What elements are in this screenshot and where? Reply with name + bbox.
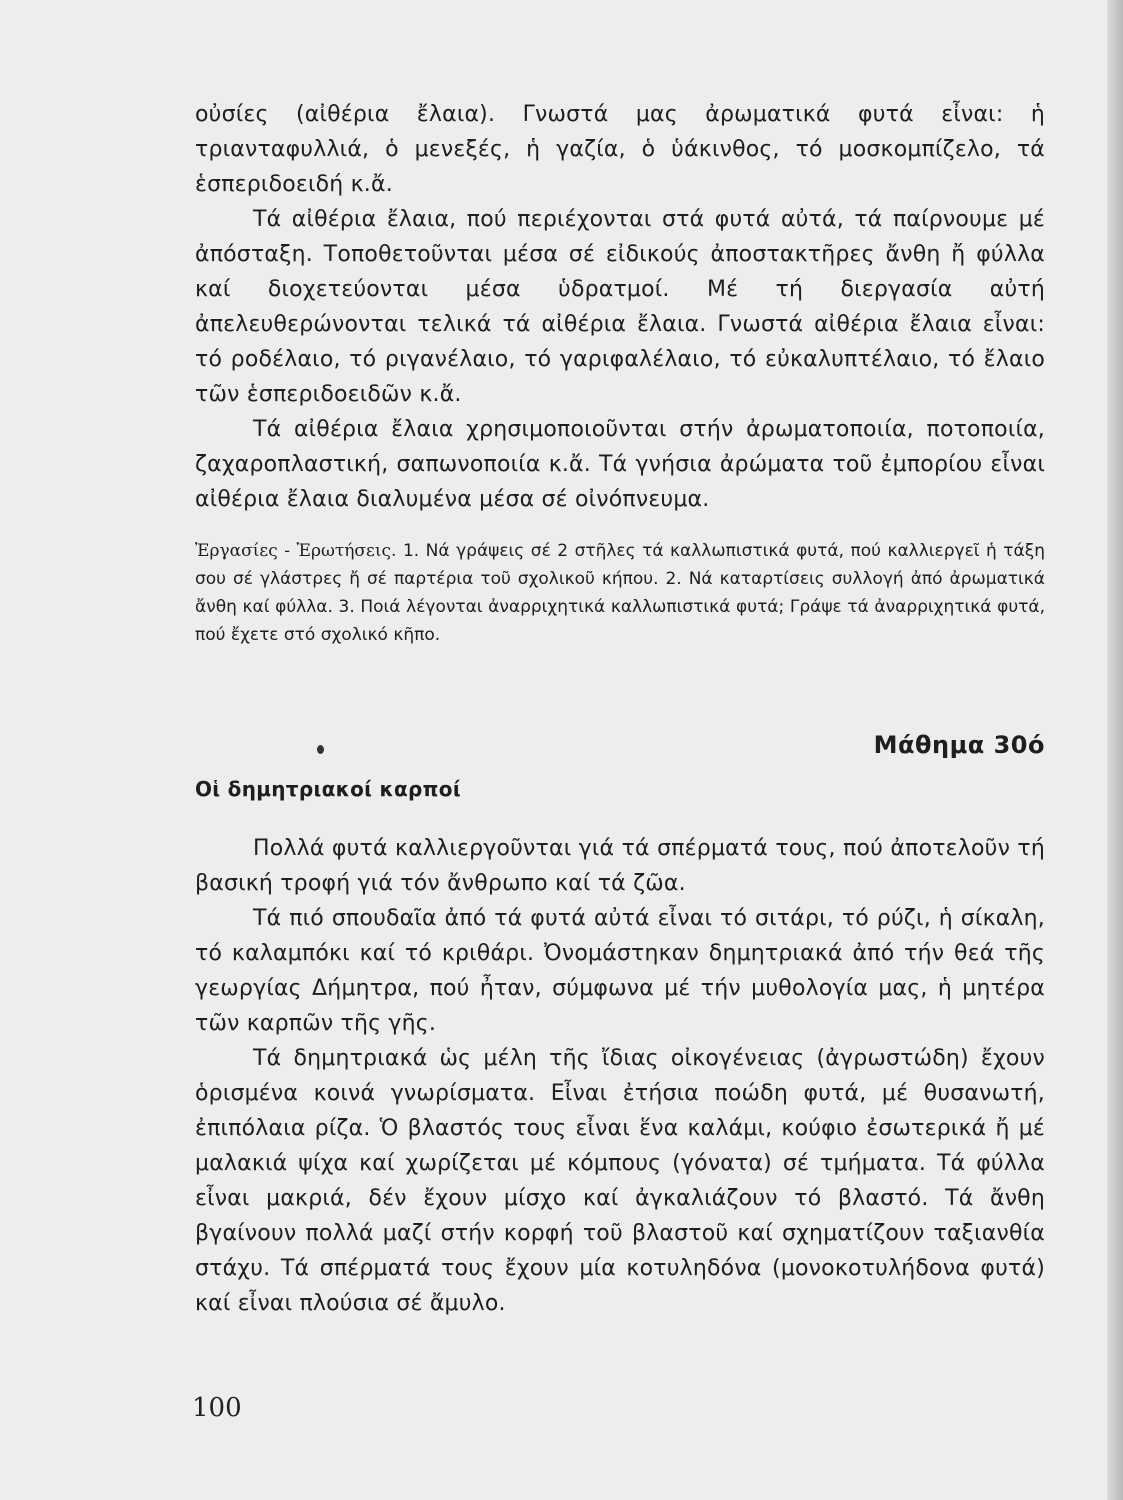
section-title: Οἱ δημητριακοί καρποί xyxy=(195,777,461,801)
paragraph-cereals-list: Τά πιό σπουδαῖα ἀπό τά φυτά αὐτά εἶναι τό σιτάρι, τό ρύζι, ἡ σίκαλη, τό καλαμπόκι καί τό κριθάρι. Ὀνομάστηκαν δημητριακά ἀπό τήν θεά τῆς γεωργίας Δήμητρα, πού ἦταν, σύμφωνα μέ τήν μυθολογία μας, ἡ μητέρα τῶν καρπῶν τῆς γῆς. xyxy=(195,906,1045,1036)
exercises-questions xyxy=(195,537,1045,649)
paragraph-cereals-features: Τά δημητριακά ὡς μέλη τῆς ἴδιας οἰκογένειας (ἀγρωστώδη) ἔχουν ὁρισμένα κοινά γνωρίσματα. Εἶναι ἐτήσια ποώδη φυτά, μέ θυσανωτή, ἐπιπόλαια ρίζα. Ὁ βλαστός τους εἶναι ἕνα καλάμι, κούφιο ἐσωτερικά ἤ μέ μαλακιά ψίχα καί χωρίζεται μέ κόμπους (γόνατα) σέ τμήματα. Τά φύλλα εἶναι μακριά, δέν ἔχουν μίσχο καί ἀγκαλιάζουν τό βλαστό. Τά ἄνθη βγαίνουν πολλά μαζί στήν κορφή τοῦ βλαστοῦ καί σχηματίζουν ταξιανθία στάχυ. Τά σπέρματά τους ἔχουν μία κοτυληδόνα (μονοκοτυλήδονα φυτά) καί εἶναι πλούσια σέ ἄμυλο. xyxy=(195,1046,1045,1316)
paragraph-essential-oil-uses: Τά αἰθέρια ἔλαια χρησιμοποιοῦνται στήν ἀρωματοποιία, ποτοποιία, ζαχαροπλαστική, σαπωνοποιία κ.ἄ. Τά γνήσια ἀρώματα τοῦ ἐμπορίου εἶναι αἰθέρια ἔλαια διαλυμένα μέσα σέ οἰνόπνευμα. xyxy=(195,417,1045,512)
lesson-number-heading: Μάθημα 30ό xyxy=(873,731,1045,759)
exercises-text: 1. Νά γράψεις σέ 2 στῆλες τά καλλωπιστικά φυτά, πού καλλιεργεῖ ἡ τάξη σου σέ γλάστρες ἤ σέ παρτέρια τοῦ σχολικοῦ κήπου. 2. Νά καταρτίσεις συλλογή ἀπό ἀρωματικά ἄνθη καί φύλλα. 3. Ποιά λέγονται ἀναρριχητικά καλλωπιστικά φυτά; Γράψε τά ἀναρριχητικά φυτά, πού ἔχετε στό σχολικό κῆπο. xyxy=(195,541,1045,645)
paragraph-cereals-intro: Πολλά φυτά καλλιεργοῦνται γιά τά σπέρματά τους, πού ἀποτελοῦν τή βασική τροφή γιά τόν ἄνθρωπο καί τά ζῶα. xyxy=(195,836,1045,896)
paragraph-essential-oils-intro: οὐσίες (αἰθέρια ἔλαια). Γνωστά μας ἀρωματικά φυτά εἶναι: ἡ τριανταφυλλιά, ὁ μενεξές, ἡ γαζία, ὁ ὑάκινθος, τό μοσκομπίζελο, τά ἑσπεριδοειδή κ.ἄ. xyxy=(195,102,1045,197)
page-number: 100 xyxy=(192,1393,242,1423)
exercises-label: Ἐργασίες - Ἐρωτήσεις. xyxy=(195,541,397,561)
paragraph-distillation: Τά αἰθέρια ἔλαια, πού περιέχονται στά φυτά αὐτά, τά παίρνουμε μέ ἀπόσταξη. Τοποθετοῦνται μέσα σέ εἰδικούς ἀποστακτῆρες ἄνθη ἤ φύλλα καί διοχετεύονται μέσα ὑδρατμοί. Μέ τή διεργασία αὐτή ἀπελευθερώνονται τελικά τά αἰθέρια ἔλαια. Γνωστά αἰθέρια ἔλαια εἶναι: τό ροδέλαιο, τό ριγανέλαιο, τό γαριφαλέλαιο, τό εὐκαλυπτέλαιο, τό ἔλαιο τῶν ἑσπεριδοειδῶν κ.ἄ. xyxy=(195,207,1045,407)
page-content xyxy=(195,97,1045,1321)
page-edge-shadow xyxy=(1107,0,1123,1500)
ink-dot-mark xyxy=(317,745,324,754)
